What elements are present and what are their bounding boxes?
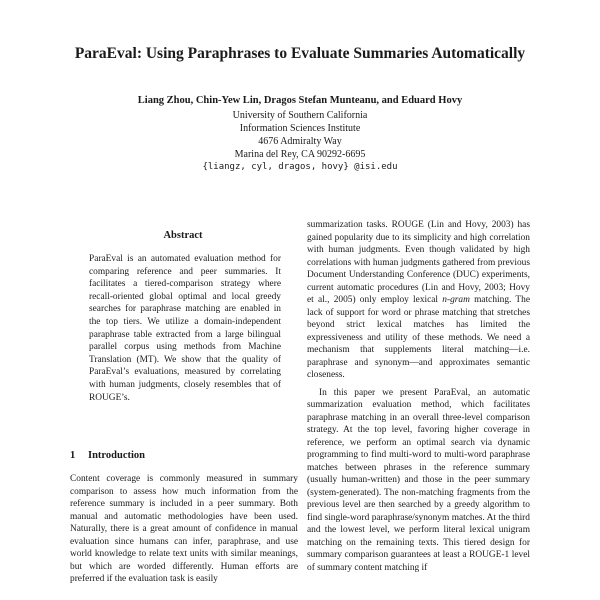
section-number: 1 [70, 450, 76, 461]
right-column [307, 219, 530, 574]
paper-title: ParaEval: Using Paraphrases to Evaluate Summaries Automatically [74, 45, 526, 62]
affiliation-block [0, 109, 600, 174]
author-emails: {liangz, cyl, dragos, hovy} @isi.edu [202, 162, 398, 172]
para1-text-end: matching. The lack of support for word or phrase matching that stretches beyond strict lexical matches has limited the expressiveness and utility of these methods. We need a mechanism that supplements literal matching—i.e. paraphrase and synonym—and approximates semantic closeness. [307, 295, 530, 380]
para1-text-start: summarization tasks. ROUGE (Lin and Hovy, 2003) has gained popularity due to its simplicity and high correlation with human judgments. Even though validated by high correlations with human judgments gathered from previous Document Understanding Conference (DUC) experiments, current automatic procedures (Lin and Hovy, 2003; Hovy et al., 2005) only employ lexical [307, 220, 530, 305]
author-list: Liang Zhou, Chin-Yew Lin, Dragos Stefan Munteanu, and Eduard Hovy [137, 95, 463, 106]
abstract-text: ParaEval is an automated evaluation method for comparing reference and peer summaries. It facilitates a tiered-comparison strategy where recall-oriented global optimal and local greedy searches for paraphrase matching are enabled in the top tiers. We utilize a domain-independent paraphrase table extracted from a large bilingual parallel corpus using methods from Machine Translation (MT). We show that the quality of ParaEval’s evaluations, measured by correlating with human judgments, closely resembles that of ROUGE’s. [89, 254, 281, 403]
right-column-paragraph-1 [307, 219, 530, 382]
introduction-text: Content coverage is commonly measured in summary comparison to assess how much information from the reference summary is included in a peer summary. Both manual and automatic methodologies have been used. Naturally, there is a great amount of confidence in manual evaluation since humans can infer, paraphrase, and use world knowledge to relate text units with similar meanings, but which are worded differently. Human efforts are preferred if the evaluation task is easily [70, 474, 298, 584]
affiliation-institute: Information Sciences Institute [239, 123, 361, 134]
abstract-heading: Abstract [163, 230, 203, 241]
section-heading-introduction [70, 450, 300, 461]
section-title: Introduction [88, 450, 145, 461]
right-column-paragraph-2: In this paper we present ParaEval, an automatic summarization evaluation method, which facilitates paraphrase matching in an overall three-level comparison strategy. At the top level, favoring higher coverage in reference, we perform an optimal search via dynamic programming to find multi-word to multi-word paraphrase matches between phrases in the reference summary (usually human-written) and those in the peer summary (system-generated). The non-matching fragments from the previous level are then searched by a greedy algorithm to find single-word paraphrase/synonym matches. At the third and the lowest level, we perform literal lexical unigram matching on the remaining texts. This tiered design for summary comparison guarantees at least a ROUGE-1 level of summary content matching if [307, 387, 530, 573]
ngram-term: n-gram [442, 295, 470, 305]
affiliation-street: 4676 Admiralty Way [258, 136, 342, 147]
affiliation-city: Marina del Rey, CA 90292-6695 [234, 149, 366, 160]
affiliation-university: University of Southern California [232, 110, 368, 121]
